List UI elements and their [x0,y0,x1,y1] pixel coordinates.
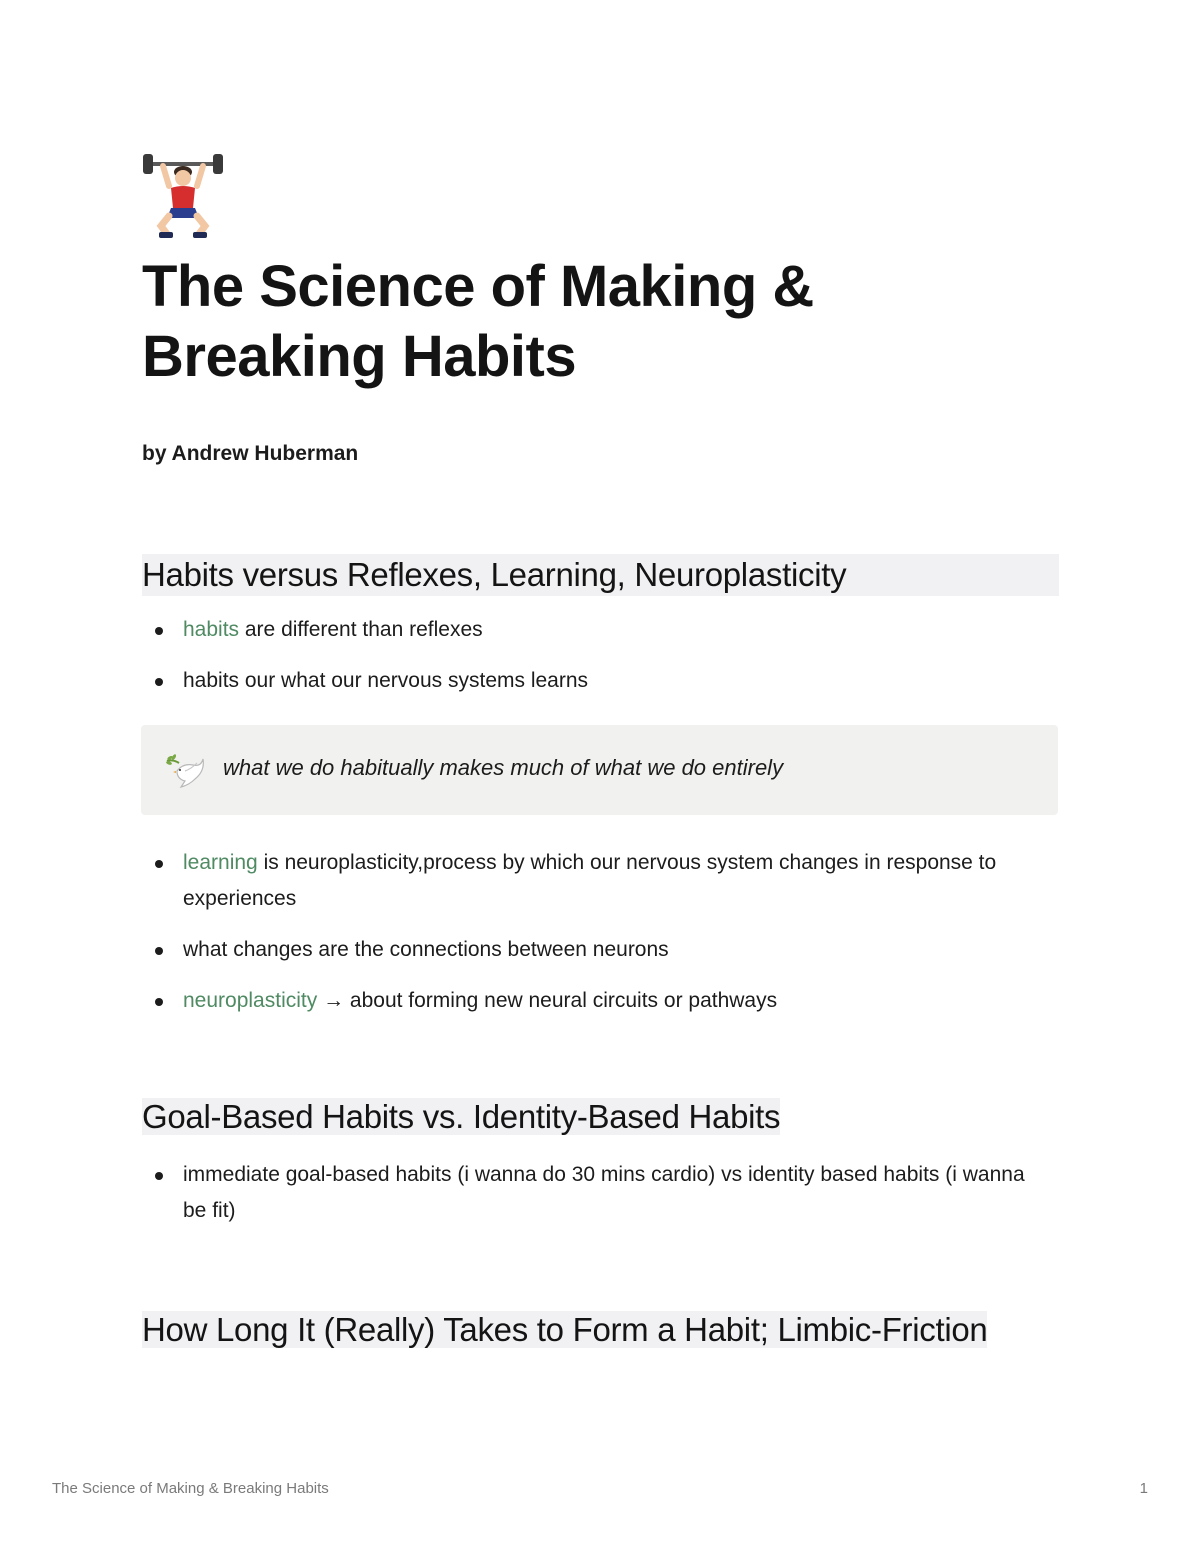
list-item-text: immediate goal-based habits (i wanna do 30 mins cardio) vs identity based habits (i wanna be fit) [183,1163,1025,1222]
dove-icon [163,749,207,793]
bullet-dot [155,627,163,635]
bullet-dot [155,678,163,686]
section-heading-text: How Long It (Really) Takes to Form a Habit; Limbic-Friction [142,1311,988,1348]
list-item [142,983,1042,1019]
list-item [142,663,1042,699]
bullet-dot [155,998,163,1006]
bullet-dot [155,947,163,955]
page-title: The Science of Making & Breaking Habits [142,254,814,389]
list-item [142,845,1042,917]
list-item-text: → about forming new neural circuits or pathways [317,989,778,1012]
bullet-list [142,612,1042,714]
list-item-text: is neuroplasticity,process by which our nervous system changes in response to experiences [183,851,997,910]
footer-doc-title: The Science of Making & Breaking Habits [52,1480,329,1497]
section-heading-text: Goal-Based Habits vs. Identity-Based Habits [142,1098,781,1135]
section-heading-text: Habits versus Reflexes, Learning, Neuroplasticity [142,556,847,593]
weightlifter-icon [141,150,225,240]
callout-text: what we do habitually makes much of what we do entirely [223,755,784,780]
list-item [142,612,1042,648]
author-line: by Andrew Huberman [142,442,359,465]
list-item-text: are different than reflexes [239,618,483,641]
bullet-list [142,1157,1042,1244]
bullet-dot [155,860,163,868]
callout-block [141,725,1058,815]
bullet-list [142,845,1042,1034]
highlight-term: habits [183,618,240,641]
list-item-text: habits our what our nervous systems learns [183,669,589,692]
highlight-term: learning [183,851,258,874]
list-item [142,932,1042,968]
highlight-term: neuroplasticity [183,989,318,1012]
list-item [142,1157,1042,1229]
section-heading-goal-vs-identity [142,1096,780,1138]
section-heading-habit-formation-time [142,1309,1022,1351]
section-heading-habits-vs-reflexes [142,554,1059,596]
footer-page-number: 1 [1139,1480,1148,1497]
list-item-text: what changes are the connections between neurons [183,938,669,961]
bullet-dot [155,1172,163,1180]
